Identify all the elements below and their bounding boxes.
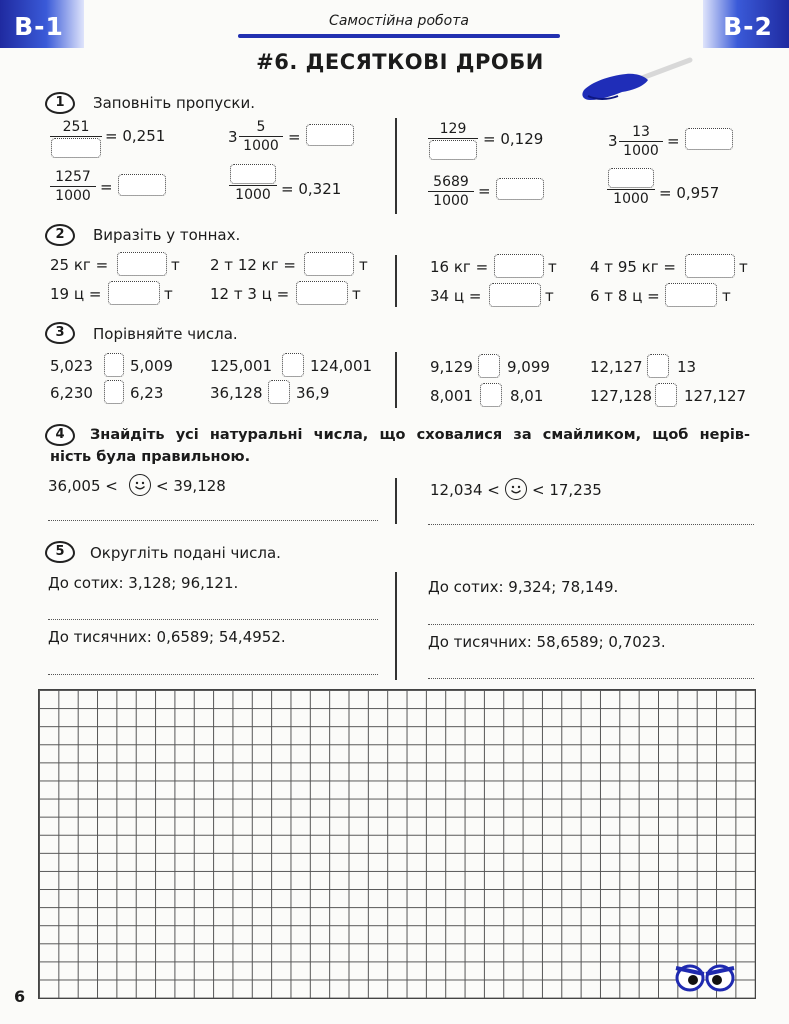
compare-e-left: 9,129 — [430, 358, 473, 376]
unit-tonne: т — [164, 285, 173, 303]
page-title: #6. ДЕСЯТКОВІ ДРОБИ — [256, 50, 544, 74]
answer-box[interactable] — [685, 254, 735, 278]
inequality-left-a: 36,005 < — [48, 477, 118, 495]
compare-sign-box[interactable] — [478, 354, 500, 378]
answer-line[interactable] — [48, 674, 378, 675]
expr-h-result: = 0,957 — [659, 184, 720, 202]
round-left-1: До сотих: 3,128; 96,121. — [48, 574, 239, 592]
answer-box[interactable] — [665, 283, 717, 307]
compare-sign-box[interactable] — [268, 380, 290, 404]
unit-tonne: т — [548, 258, 557, 276]
answer-box[interactable] — [296, 281, 348, 305]
glove-pen-illustration — [578, 56, 698, 106]
variant-1-tab: В-1 — [0, 0, 84, 48]
conv-b-label: 2 т 12 кг = — [210, 256, 296, 274]
task-1-text: Заповніть пропуски. — [93, 94, 255, 112]
unit-tonne: т — [739, 258, 748, 276]
task-1-number: 1 — [45, 92, 75, 114]
compare-e-right: 9,099 — [507, 358, 550, 376]
fraction-g — [428, 174, 474, 209]
conv-e-label: 16 кг = — [430, 258, 489, 276]
fraction-d — [229, 164, 277, 203]
fraction-f — [619, 124, 663, 159]
compare-h-left: 127,128 — [590, 387, 653, 405]
compare-g-left: 8,001 — [430, 387, 473, 405]
round-right-1: До сотих: 9,324; 78,149. — [428, 578, 619, 596]
answer-box[interactable] — [494, 254, 544, 278]
compare-h-right: 127,127 — [684, 387, 747, 405]
answer-box[interactable] — [489, 283, 541, 307]
task-3-number: 3 — [45, 322, 75, 344]
mixed-b-whole: 3 — [228, 128, 238, 146]
answer-box[interactable] — [108, 281, 160, 305]
compare-sign-box[interactable] — [480, 383, 502, 407]
expr-c-equals: = — [100, 178, 113, 196]
answer-box[interactable] — [429, 140, 477, 160]
fraction-f-denominator: 1000 — [623, 143, 659, 159]
work-type-banner: Самостійна робота — [329, 13, 469, 29]
inequality-right-b: < 17,235 — [532, 481, 602, 499]
answer-line[interactable] — [48, 619, 378, 620]
compare-c-left: 6,230 — [50, 384, 93, 402]
inequality-right-a: 12,034 < — [430, 481, 500, 499]
task-4-number: 4 — [45, 424, 75, 446]
fraction-e-numerator: 129 — [439, 121, 467, 137]
answer-box[interactable] — [117, 252, 167, 276]
expr-b-equals: = — [288, 128, 301, 146]
expr-a-result: = 0,251 — [105, 127, 166, 145]
page-number: 6 — [14, 987, 26, 1006]
answer-box[interactable] — [608, 168, 654, 188]
fraction-c-denominator: 1000 — [55, 188, 91, 204]
answer-line[interactable] — [428, 624, 754, 625]
smiley-icon — [129, 474, 151, 496]
conv-c-label: 19 ц = — [50, 285, 102, 303]
compare-sign-box[interactable] — [655, 383, 677, 407]
answer-line[interactable] — [428, 524, 754, 525]
task-5-text: Округліть подані числа. — [90, 544, 281, 562]
peeking-eyes-icon — [672, 958, 742, 994]
mixed-f-whole: 3 — [608, 132, 618, 150]
compare-f-left: 12,127 — [590, 358, 643, 376]
compare-sign-box[interactable] — [282, 353, 304, 377]
answer-box[interactable] — [306, 124, 354, 146]
fraction-c — [50, 169, 96, 204]
expr-f-equals: = — [667, 132, 680, 150]
answer-box[interactable] — [230, 164, 276, 184]
fraction-a — [50, 119, 102, 158]
answer-line[interactable] — [428, 678, 754, 679]
compare-c-right: 6,23 — [130, 384, 164, 402]
fraction-b-denominator: 1000 — [243, 138, 279, 154]
compare-g-right: 8,01 — [510, 387, 544, 405]
unit-tonne: т — [352, 285, 361, 303]
smiley-icon — [505, 478, 527, 500]
conv-f-label: 4 т 95 кг = — [590, 258, 676, 276]
fraction-g-denominator: 1000 — [433, 193, 469, 209]
fraction-b — [239, 119, 283, 154]
compare-d-right: 36,9 — [296, 384, 330, 402]
round-right-2: До тисячних: 58,6589; 0,7023. — [428, 633, 666, 651]
answer-line[interactable] — [48, 520, 378, 521]
banner-underline — [238, 34, 560, 38]
task-3-text: Порівняйте числа. — [93, 325, 238, 343]
column-divider-3 — [395, 352, 397, 408]
compare-b-left: 125,001 — [210, 357, 273, 375]
variant-2-tab: В-2 — [703, 0, 789, 48]
task-2-text: Виразіть у тоннах. — [93, 226, 241, 244]
conv-h-label: 6 т 8 ц = — [590, 287, 660, 305]
compare-a-right: 5,009 — [130, 357, 173, 375]
unit-tonne: т — [722, 287, 731, 305]
answer-box[interactable] — [118, 174, 166, 196]
column-divider-5 — [395, 572, 397, 680]
fraction-e — [428, 121, 478, 160]
compare-sign-box[interactable] — [104, 353, 124, 377]
compare-b-right: 124,001 — [310, 357, 373, 375]
task-5-number: 5 — [45, 541, 75, 563]
graph-paper-grid[interactable] — [38, 689, 756, 999]
round-left-2: До тисячних: 0,6589; 54,4952. — [48, 628, 286, 646]
answer-box[interactable] — [51, 138, 101, 158]
compare-sign-box[interactable] — [647, 354, 669, 378]
inequality-left-b: < 39,128 — [156, 477, 226, 495]
task-4-text-cont: ність була правильною. — [50, 449, 251, 465]
fraction-h — [607, 168, 655, 207]
answer-box[interactable] — [496, 178, 544, 200]
unit-tonne: т — [545, 287, 554, 305]
column-divider-2 — [395, 255, 397, 307]
expr-e-result: = 0,129 — [483, 130, 544, 148]
compare-d-left: 36,128 — [210, 384, 263, 402]
conv-a-label: 25 кг = — [50, 256, 109, 274]
compare-sign-box[interactable] — [104, 380, 124, 404]
fraction-b-numerator: 5 — [256, 119, 266, 135]
fraction-d-denominator: 1000 — [235, 187, 271, 203]
fraction-c-numerator: 1257 — [55, 169, 91, 185]
answer-box[interactable] — [685, 128, 733, 150]
expr-d-result: = 0,321 — [281, 180, 342, 198]
unit-tonne: т — [171, 256, 180, 274]
fraction-h-denominator: 1000 — [613, 191, 649, 207]
conv-g-label: 34 ц = — [430, 287, 482, 305]
fraction-a-numerator: 251 — [62, 119, 90, 135]
conv-d-label: 12 т 3 ц = — [210, 285, 290, 303]
fraction-g-numerator: 5689 — [433, 174, 469, 190]
compare-f-right: 13 — [677, 358, 697, 376]
column-divider-4 — [395, 478, 397, 524]
fraction-f-numerator: 13 — [632, 124, 650, 140]
unit-tonne: т — [359, 256, 368, 274]
answer-box[interactable] — [304, 252, 354, 276]
column-divider-1 — [395, 118, 397, 214]
compare-a-left: 5,023 — [50, 357, 93, 375]
expr-g-equals: = — [478, 182, 491, 200]
task-2-number: 2 — [45, 224, 75, 246]
task-4-text: Знайдіть усі натуральні числа, що сховалися за смайликом, щоб нерів- — [90, 427, 750, 443]
